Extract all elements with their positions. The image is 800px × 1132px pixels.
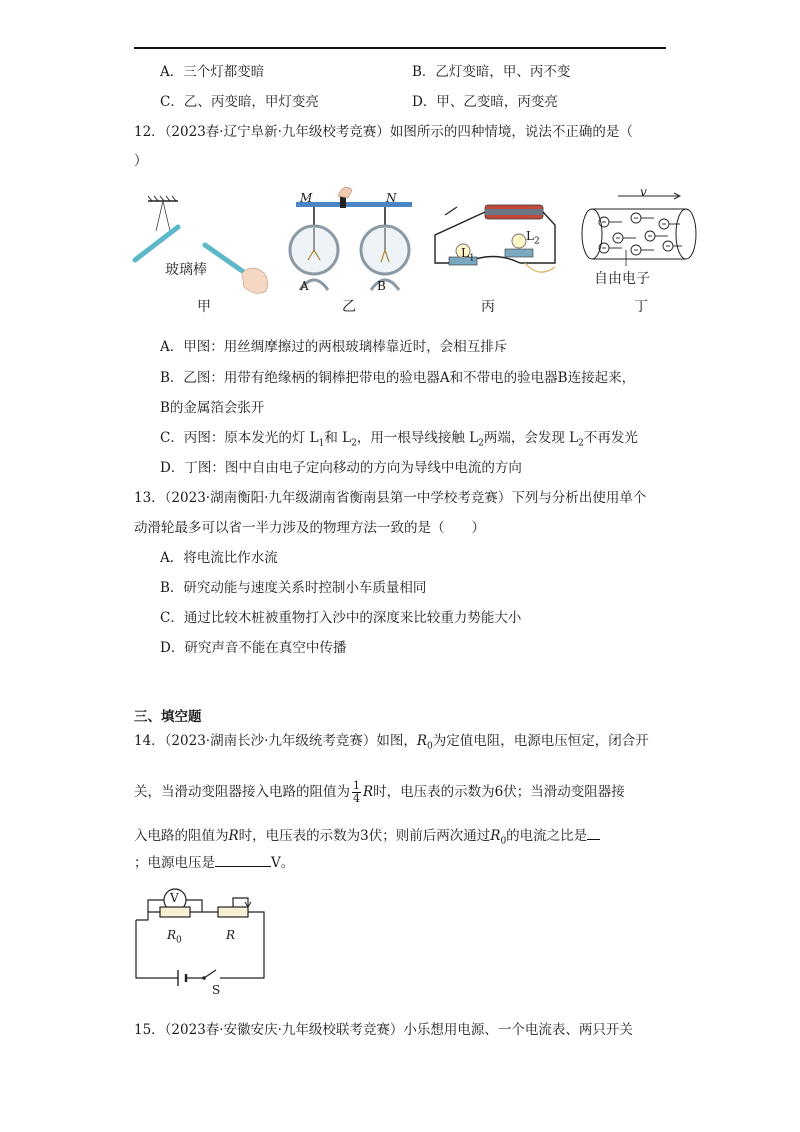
section-fill-in-title: 三、填空题 <box>134 709 202 725</box>
figure-yi-label-b: B <box>377 279 386 293</box>
answer-blank-current-ratio[interactable] <box>587 827 600 840</box>
figure-yi-label-n: N <box>386 191 397 205</box>
figure-yi-label-a: A <box>300 279 309 293</box>
q11-option-c: C．乙、丙变暗，甲灯变亮 <box>160 94 319 110</box>
figure-bing-label-l1: $L_1$ <box>461 246 475 264</box>
figure-yi-label-m: M <box>300 191 313 205</box>
figure-bing-circuit <box>425 195 565 285</box>
figure-jia-glass-rod-label: 玻璃棒 <box>165 262 207 278</box>
answer-blank-source-voltage[interactable] <box>215 854 271 867</box>
figure-bing-caption: 丙 <box>481 299 495 315</box>
q12-option-b-line1: B．乙图：用带有绝缘柄的铜棒把带电的验电器A和不带电的验电器B连接起来， <box>160 370 636 386</box>
figure-jia-caption: 甲 <box>197 299 211 315</box>
q14-line3: 入电路的阻值为R时，电压表的示数为3伏；则前后两次通过$R_0$的电流之比是 <box>134 827 600 851</box>
q11-option-b: B．乙灯变暗，甲、丙不变 <box>412 64 571 80</box>
q13-option-d: D．研究声音不能在真空中传播 <box>160 640 347 656</box>
q11-option-a: A．三个灯都变暗 <box>160 64 265 80</box>
q12-option-d: D．丁图：图中自由电子定向移动的方向为导线中电流的方向 <box>160 460 522 476</box>
q14-line2: 关，当滑动变阻器接入电路的阻值为 $\frac{1}{4}$ R时，电压表的示数为6伏；当滑动变阻器接 <box>134 779 625 805</box>
q13-option-a: A．将电流比作水流 <box>160 550 278 566</box>
q12-option-b-line2: B的金属箔会张开 <box>160 400 265 416</box>
figure-ding-caption: 丁 <box>634 299 648 315</box>
q12-option-a: A．甲图：用丝绸摩擦过的两根玻璃棒靠近时，会相互排斥 <box>160 339 508 355</box>
q13-option-b: B．研究动能与速度关系时控制小车质量相同 <box>160 580 427 596</box>
q12-option-c: C．丙图：原本发光的灯 $L_1$和 $L_2$，用一根导线接触 $L_2$两端，会发现 $L_2$不再发光 <box>160 430 638 449</box>
figure-jia-glass-rods <box>130 195 280 300</box>
q13-option-c: C．通过比较木桩被重物打入沙中的深度来比较重力势能大小 <box>160 610 522 626</box>
q14-circuit-diagram <box>132 880 272 995</box>
q14-line4: ；电源电压是 V。 <box>134 855 295 871</box>
q15-stem-line1: 15．（2023春·安徽安庆·九年级校联考竞赛）小乐想用电源、一个电流表、两只开关 <box>134 1022 633 1038</box>
circuit-r0-label: $R_0$ <box>167 928 182 946</box>
q12-stem-line2: ） <box>134 153 148 169</box>
q13-stem-line1: 13．（2023·湖南衡阳·九年级湖南省衡南县第一中学校考竞赛）下列与分析出使用单个 <box>134 490 647 506</box>
q14-line1: 14．（2023·湖南长沙·九年级统考竞赛）如图，$R_0$为定值电阻，电源电压恒定，闭合开 <box>134 733 649 752</box>
figure-ding-conductor <box>578 188 698 268</box>
q11-option-d: D．甲、乙变暗，丙变亮 <box>412 94 558 110</box>
header-rule <box>134 47 666 49</box>
circuit-voltmeter-label: V <box>170 891 179 905</box>
q13-stem-line2: 动滑轮最多可以省一半力涉及的物理方法一致的是（ ） <box>134 520 485 536</box>
figure-ding-label-v: v <box>640 185 647 199</box>
figure-yi-caption: 乙 <box>342 299 356 315</box>
fraction-one-quarter: $\frac{1}{4}$ <box>353 779 360 805</box>
q12-stem-line1: 12．（2023春·辽宁阜新·九年级校考竞赛）如图所示的四种情境，说法不正确的是（ <box>134 124 633 140</box>
figure-bing-label-l2: $L_2$ <box>526 229 540 247</box>
figure-ding-free-electron-label: 自由电子 <box>594 271 650 287</box>
circuit-r-label: R <box>226 928 236 942</box>
circuit-switch-label: S <box>212 983 221 997</box>
